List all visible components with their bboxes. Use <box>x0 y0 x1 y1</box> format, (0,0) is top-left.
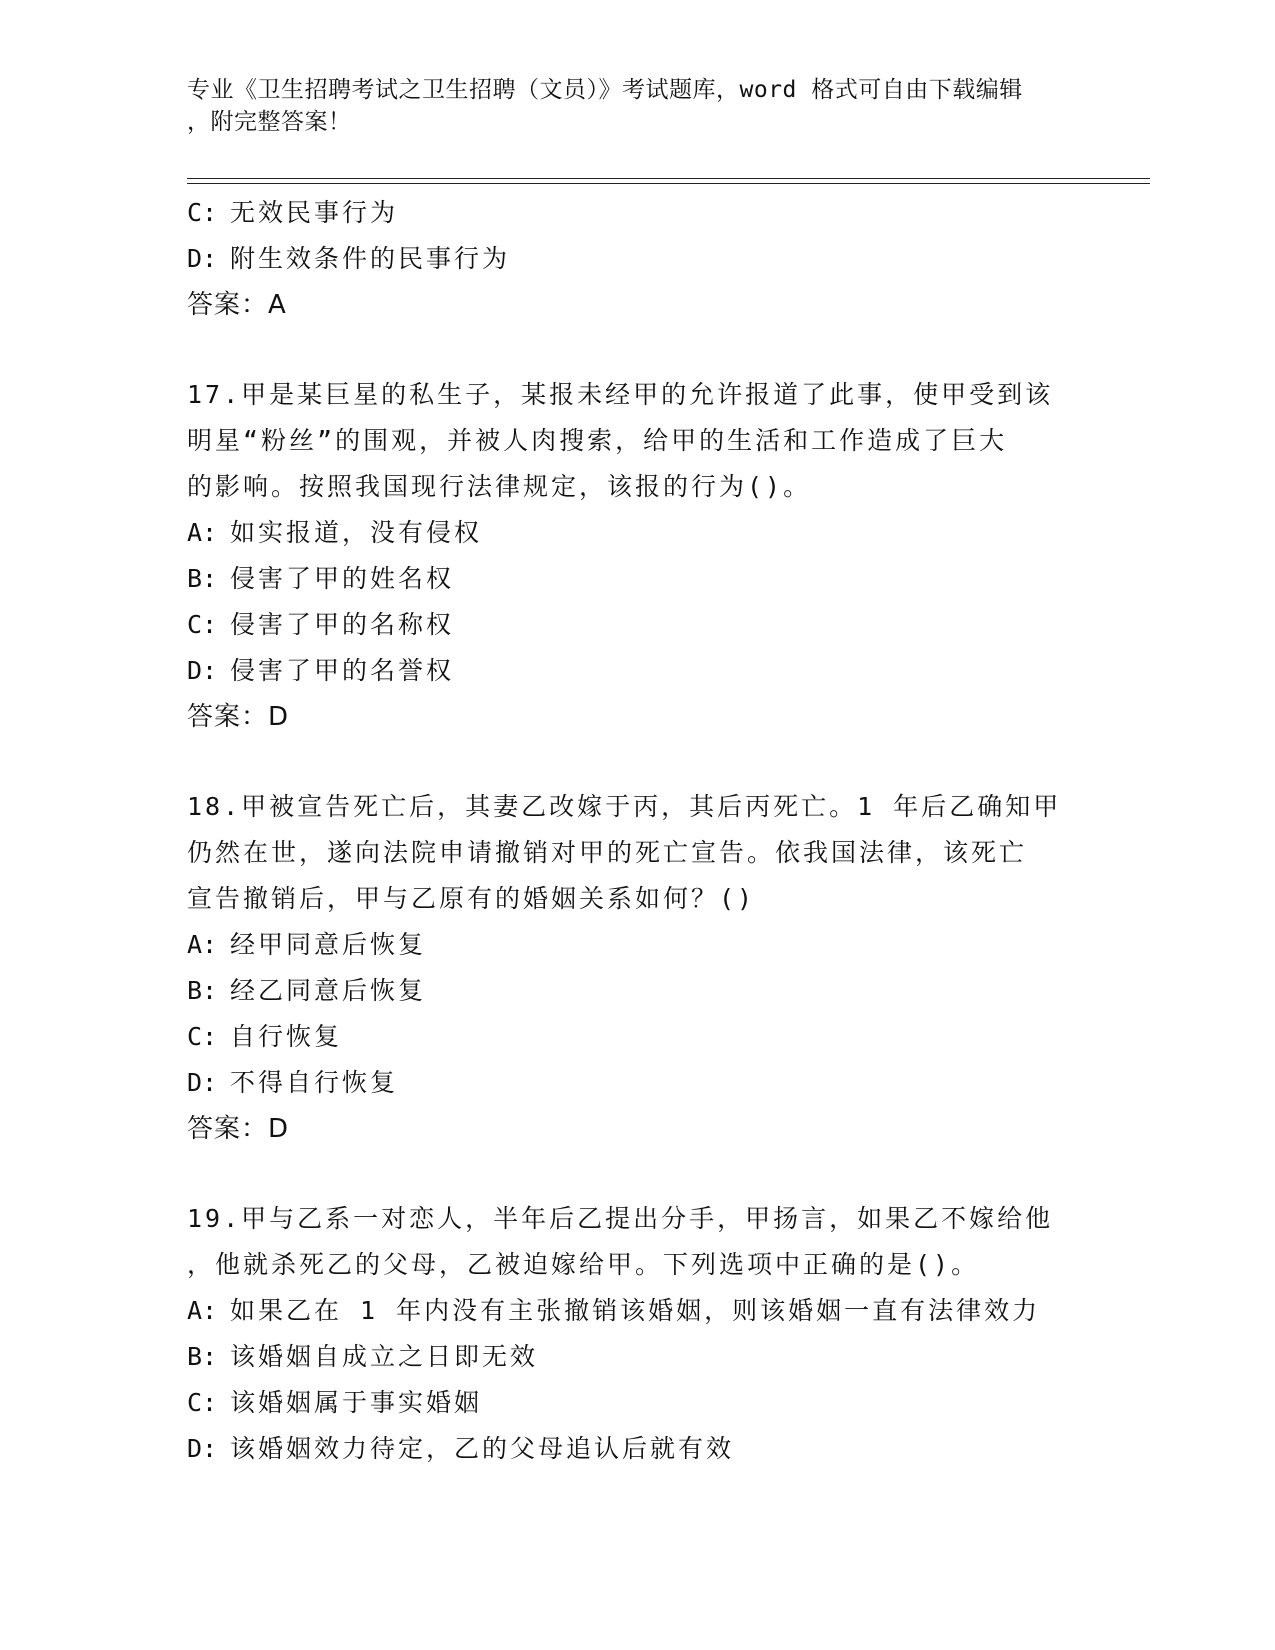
option-d <box>187 1426 1087 1472</box>
option-text: 该婚姻自成立之日即无效 <box>230 1342 539 1371</box>
question-16-fragment <box>187 190 1087 328</box>
answer-value: A <box>268 290 287 320</box>
option-a <box>187 1288 1087 1334</box>
question-text-line: 仍然在世，遂向法院申请撤销对甲的死亡宣告。依我国法律，该死亡 <box>187 838 1028 867</box>
question-text-line: 的影响。按照我国现行法律规定，该报的行为()。 <box>187 472 812 501</box>
question-list <box>187 190 1087 1472</box>
question-text-line: 18.甲被宣告死亡后，其妻乙改嫁于丙，其后丙死亡。1 年后乙确知甲 <box>187 792 1062 821</box>
option-text: 如实报道，没有侵权 <box>230 518 483 547</box>
option-text: 经乙同意后恢复 <box>230 976 427 1005</box>
option-key: A: <box>187 518 218 547</box>
option-a <box>187 510 1087 556</box>
question-text-line: ，他就杀死乙的父母，乙被迫嫁给甲。下列选项中正确的是()。 <box>187 1250 980 1279</box>
option-key: B: <box>187 976 218 1005</box>
answer-line <box>187 694 1087 740</box>
option-b <box>187 556 1087 602</box>
option-c <box>187 1014 1087 1060</box>
question-text-line: 17.甲是某巨星的私生子，某报未经甲的允许报道了此事，使甲受到该 <box>187 380 1054 409</box>
header-title-line-2: ，附完整答案！ <box>187 109 352 135</box>
answer-value: D <box>268 702 290 732</box>
page-header <box>187 74 1087 138</box>
option-text: 该婚姻效力待定，乙的父母追认后就有效 <box>230 1434 735 1463</box>
answer-label: 答案： <box>187 702 269 732</box>
option-d <box>187 236 1087 282</box>
option-key: B: <box>187 1342 218 1371</box>
question-18 <box>187 784 1087 1152</box>
option-text: 经甲同意后恢复 <box>230 930 427 959</box>
option-text: 该婚姻属于事实婚姻 <box>230 1388 483 1417</box>
option-b <box>187 968 1087 1014</box>
question-17 <box>187 372 1087 740</box>
option-text: 无效民事行为 <box>230 198 399 227</box>
option-d <box>187 1060 1087 1106</box>
option-key: A: <box>187 1296 218 1325</box>
header-divider-top <box>187 178 1150 179</box>
option-text: 如果乙在 1 年内没有主张撤销该婚姻，则该婚姻一直有法律效力 <box>230 1296 1041 1325</box>
option-a <box>187 922 1087 968</box>
option-c <box>187 190 1087 236</box>
option-key: C: <box>187 198 218 227</box>
option-key: D: <box>187 1434 218 1463</box>
question-19 <box>187 1196 1087 1472</box>
option-key: D: <box>187 656 218 685</box>
option-text: 自行恢复 <box>230 1022 343 1051</box>
option-key: D: <box>187 244 218 273</box>
header-divider-bottom <box>187 183 1150 184</box>
option-key: A: <box>187 930 218 959</box>
answer-line <box>187 1106 1087 1152</box>
answer-label: 答案： <box>187 1114 269 1144</box>
header-title-line-1: 专业《卫生招聘考试之卫生招聘（文员）》考试题库，word 格式可自由下载编辑 <box>187 77 1023 103</box>
question-text-line: 明星“粉丝”的围观，并被人肉搜索，给甲的生活和工作造成了巨大 <box>187 426 1008 455</box>
option-key: C: <box>187 610 218 639</box>
option-text: 不得自行恢复 <box>230 1068 399 1097</box>
option-key: C: <box>187 1022 218 1051</box>
option-text: 侵害了甲的姓名权 <box>230 564 455 593</box>
option-text: 附生效条件的民事行为 <box>230 244 511 273</box>
question-text-line: 19.甲与乙系一对恋人，半年后乙提出分手，甲扬言，如果乙不嫁给他 <box>187 1204 1054 1233</box>
option-key: B: <box>187 564 218 593</box>
answer-line <box>187 282 1087 328</box>
option-text: 侵害了甲的名称权 <box>230 610 455 639</box>
option-text: 侵害了甲的名誉权 <box>230 656 455 685</box>
option-c <box>187 1380 1087 1426</box>
question-text-line: 宣告撤销后，甲与乙原有的婚姻关系如何？() <box>187 884 756 913</box>
option-b <box>187 1334 1087 1380</box>
option-c <box>187 602 1087 648</box>
answer-value: D <box>268 1114 290 1144</box>
option-key: C: <box>187 1388 218 1417</box>
answer-label: 答案： <box>187 290 269 320</box>
option-d <box>187 648 1087 694</box>
option-key: D: <box>187 1068 218 1097</box>
